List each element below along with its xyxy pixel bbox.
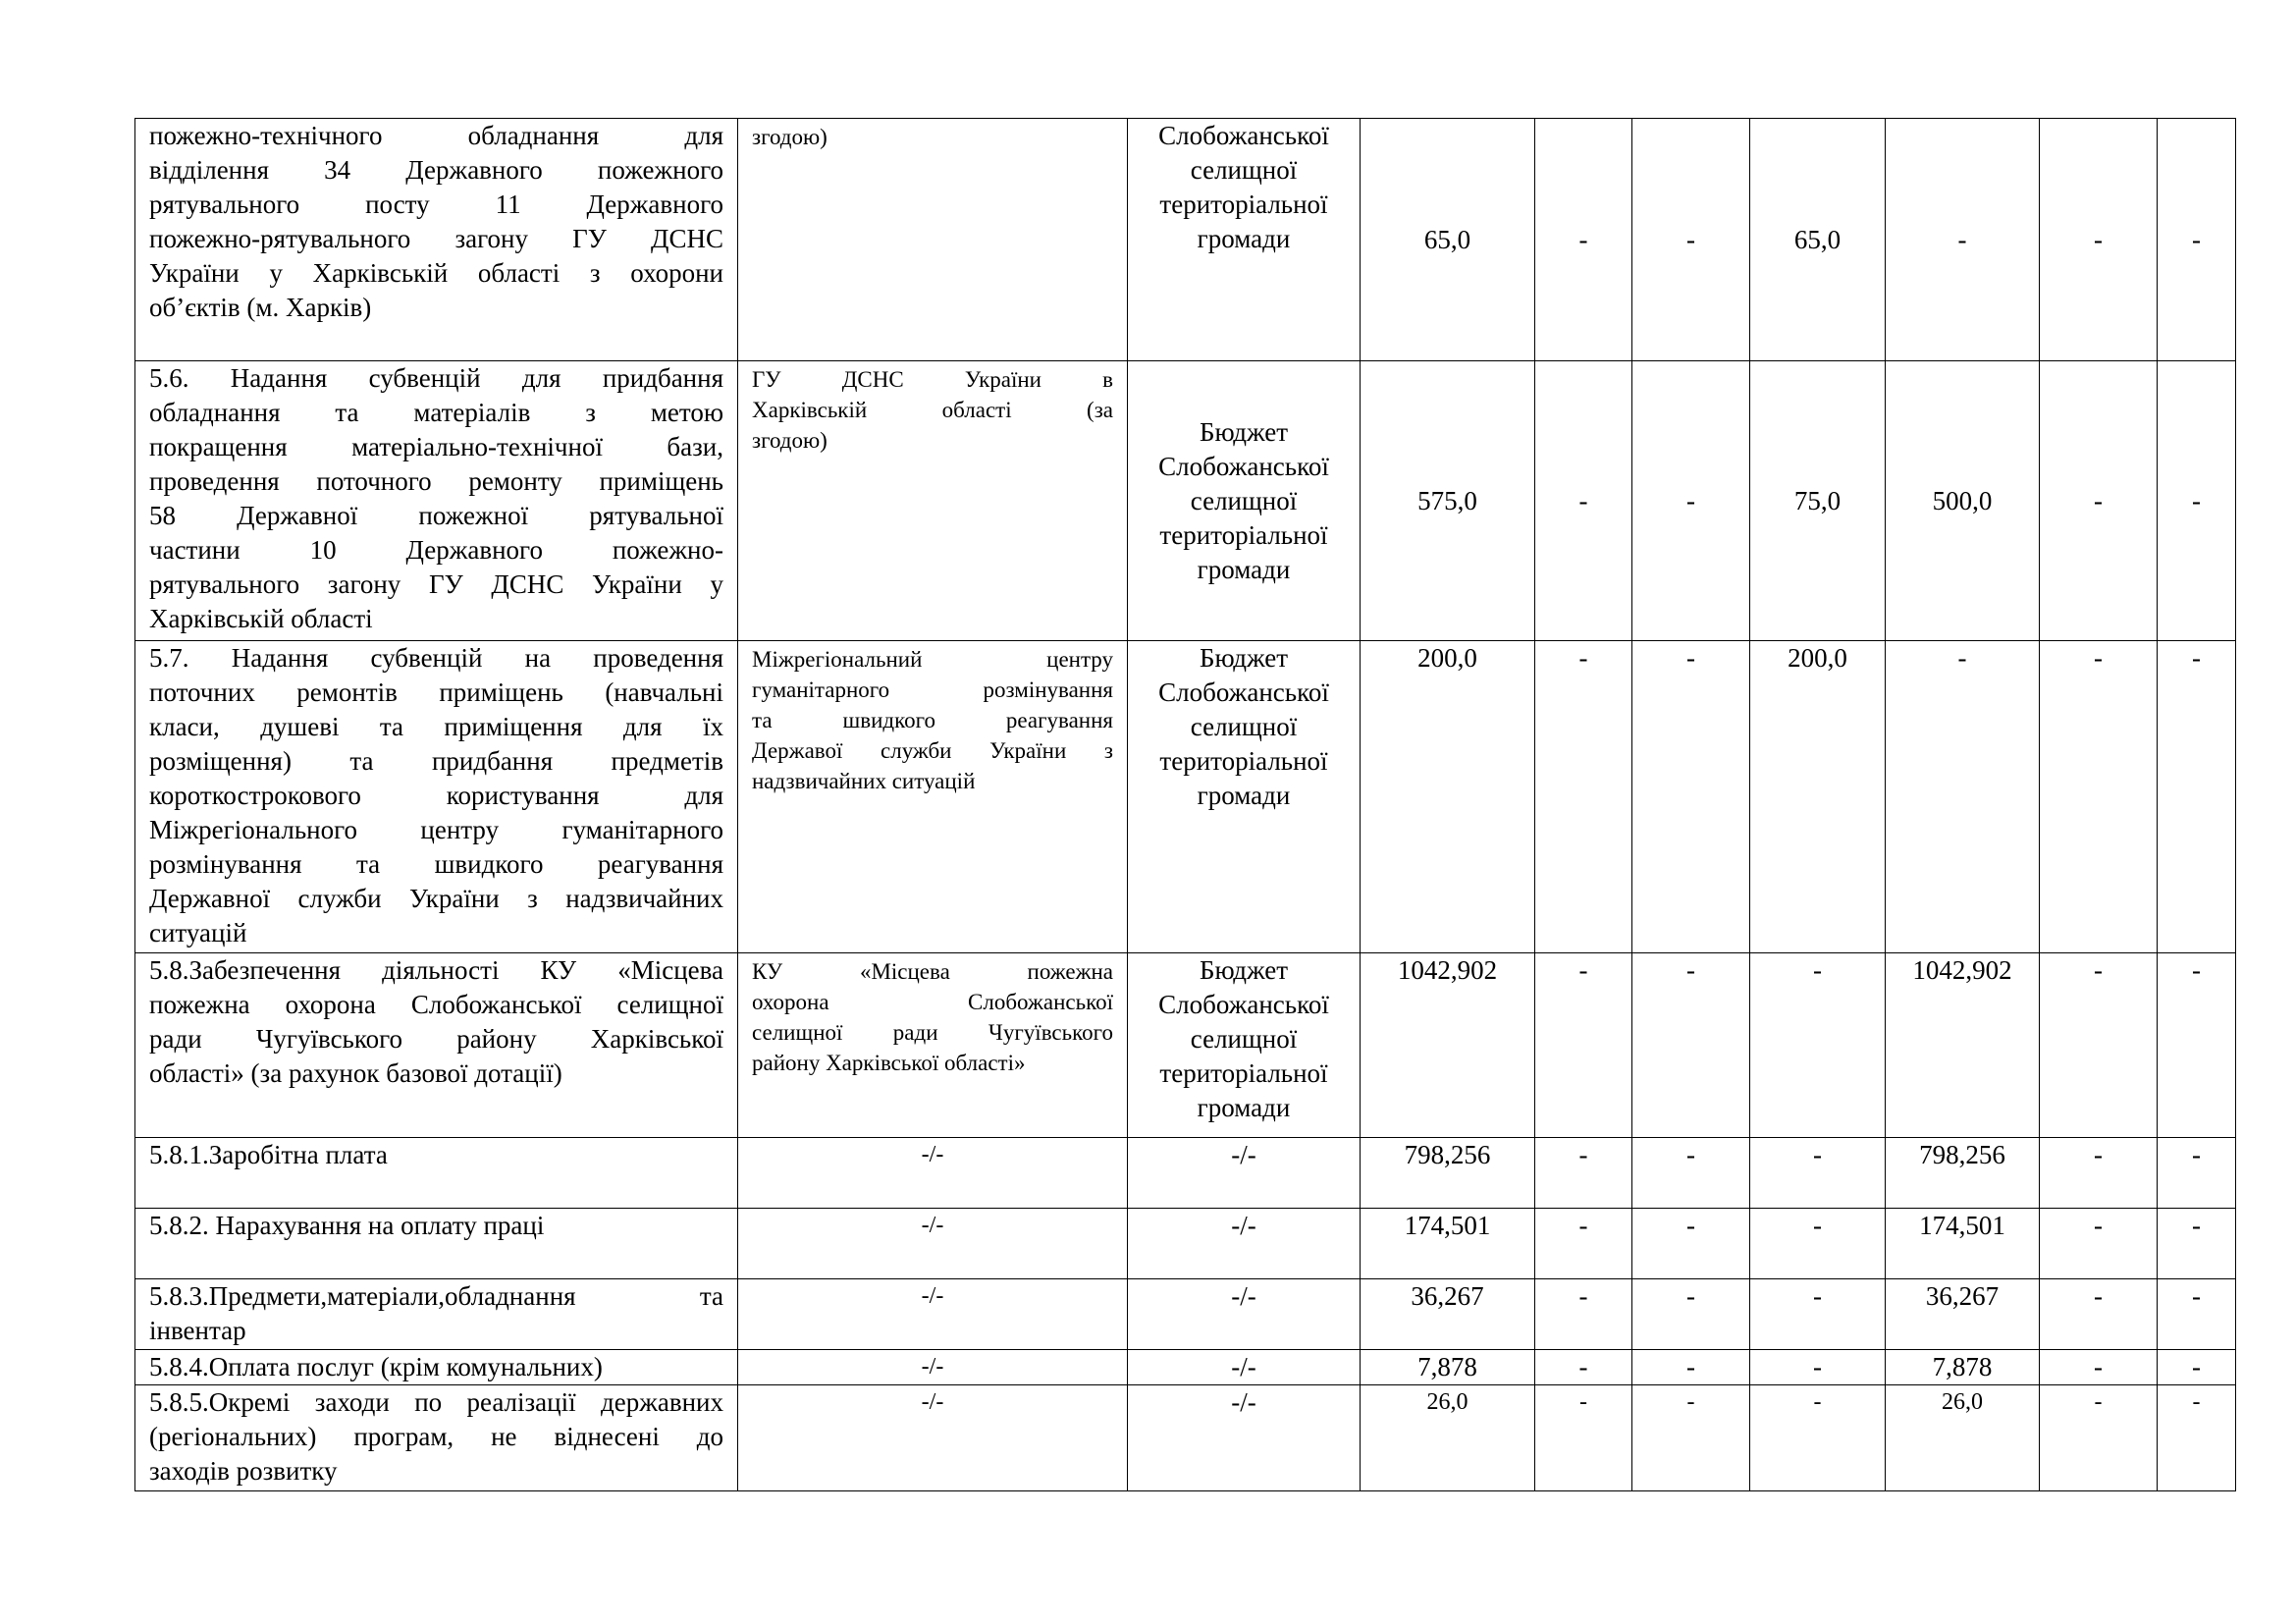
- task_lines-line: 58 Державної пожежної рятувальної: [149, 501, 723, 530]
- task-cell: [135, 1209, 738, 1279]
- table-row: [135, 1209, 2236, 1279]
- executor_lines-line: згодою): [752, 125, 828, 149]
- amount-cell: -: [1632, 119, 1750, 361]
- task_lines-line: 5.8.Забезпечення діяльності КУ «Місцева: [149, 955, 723, 985]
- funding-source-cell: [1128, 119, 1361, 361]
- table-row: [135, 1279, 2236, 1350]
- amount-cell: 65,0: [1361, 119, 1535, 361]
- funding-source-cell: [1128, 953, 1361, 1138]
- task_lines-line: обладнання та матеріалів з метою: [149, 398, 723, 427]
- executor-cell: [738, 119, 1128, 361]
- task_lines-line: 5.6. Надання субвенцій для придбання: [149, 363, 723, 393]
- funding-source-cell: [1128, 1138, 1361, 1209]
- funding-source-line: -/-: [1231, 1352, 1256, 1381]
- task-cell: [135, 1138, 738, 1209]
- task_lines-line: відділення 34 Державного пожежного: [149, 155, 723, 185]
- task_lines-line: 5.8.1.Заробітна плата: [149, 1140, 388, 1169]
- amount-cell: 798,256: [1361, 1138, 1535, 1209]
- funding-source-line: територіальної: [1159, 1058, 1328, 1088]
- amount-cell: -: [1632, 1385, 1750, 1491]
- amount-cell: -: [2158, 641, 2236, 953]
- executor-same-mark: -/-: [921, 1389, 944, 1415]
- amount-cell: -: [1750, 1279, 1886, 1350]
- executor-same-mark: -/-: [921, 1354, 944, 1380]
- funding-source-line: громади: [1197, 1093, 1291, 1122]
- table-row: [135, 1138, 2236, 1209]
- task_lines-line: рятувального загону ГУ ДСНС України у: [149, 569, 723, 599]
- executor_lines-line: ГУ ДСНС України в: [752, 367, 1113, 392]
- table-row: [135, 953, 2236, 1138]
- funding-source-line: -/-: [1231, 1211, 1256, 1240]
- executor_lines-line: надзвичайних ситуацій: [752, 769, 976, 793]
- executor-cell: [738, 1138, 1128, 1209]
- amount-cell: -: [2040, 1209, 2158, 1279]
- amount-cell: 200,0: [1750, 641, 1886, 953]
- funding-source-line: Бюджет: [1199, 643, 1289, 673]
- amount-cell: -: [1535, 1209, 1632, 1279]
- amount-cell: 1042,902: [1886, 953, 2040, 1138]
- amount-cell: 7,878: [1361, 1350, 1535, 1385]
- amount-cell: 36,267: [1886, 1279, 2040, 1350]
- executor_lines-line: та швидкого реагування: [752, 708, 1113, 732]
- amount-cell: -: [2040, 1279, 2158, 1350]
- amount-cell: -: [1535, 641, 1632, 953]
- task_lines-line: заходів розвитку: [149, 1456, 338, 1486]
- executor-cell: [738, 641, 1128, 953]
- task-cell: [135, 1350, 738, 1385]
- amount-cell: -: [2040, 641, 2158, 953]
- funding-source-line: Слобожанської: [1158, 451, 1329, 481]
- amount-cell: 200,0: [1361, 641, 1535, 953]
- amount-cell: 26,0: [1361, 1385, 1535, 1491]
- task_lines-line: 5.8.4.Оплата послуг (крім комунальних): [149, 1352, 603, 1381]
- amount-cell: -: [1632, 1138, 1750, 1209]
- task_lines-line: розмінування та швидкого реагування: [149, 849, 723, 879]
- funding-source-line: громади: [1197, 554, 1291, 584]
- amount-cell: -: [2040, 1385, 2158, 1491]
- task_lines-line: проведення поточного ремонту приміщень: [149, 466, 723, 496]
- task-cell: [135, 641, 738, 953]
- amount-cell: -: [1632, 953, 1750, 1138]
- amount-cell: -: [1535, 119, 1632, 361]
- task_lines-line: короткострокового користування для: [149, 781, 723, 810]
- funding-source-cell: [1128, 641, 1361, 953]
- executor_lines-line: Державої служби України з: [752, 738, 1113, 763]
- amount-cell: -: [2040, 119, 2158, 361]
- task_lines-line: пожежна охорона Слобожанської селищної: [149, 990, 723, 1019]
- funding-source-line: селищної: [1190, 1024, 1298, 1054]
- funding-source-line: територіальної: [1159, 189, 1328, 219]
- amount-cell: -: [2040, 953, 2158, 1138]
- task_lines-line: 5.8.5.Окремі заходи по реалізації державних: [149, 1387, 723, 1417]
- amount-cell: -: [2040, 1350, 2158, 1385]
- amount-cell: -: [1632, 1209, 1750, 1279]
- executor_lines-line: Харківській області (за: [752, 398, 1113, 422]
- executor-cell: [738, 1279, 1128, 1350]
- amount-cell: -: [2158, 1350, 2236, 1385]
- amount-cell: -: [1750, 1209, 1886, 1279]
- amount-cell: -: [1750, 1385, 1886, 1491]
- amount-cell: -: [2158, 361, 2236, 641]
- task_lines-line: частини 10 Державного пожежно-: [149, 535, 723, 565]
- task_lines-line: класи, душеві та приміщення для їх: [149, 712, 723, 741]
- task_lines-line: (регіональних) програм, не віднесені до: [149, 1422, 723, 1451]
- executor-cell: [738, 1350, 1128, 1385]
- amount-cell: -: [1750, 1138, 1886, 1209]
- amount-cell: -: [1535, 1279, 1632, 1350]
- funding-source-line: Слобожанської: [1158, 121, 1329, 150]
- amount-cell: -: [1632, 1350, 1750, 1385]
- amount-cell: -: [1535, 361, 1632, 641]
- task-cell: [135, 953, 738, 1138]
- amount-cell: 65,0: [1750, 119, 1886, 361]
- amount-cell: -: [2040, 361, 2158, 641]
- amount-cell: 7,878: [1886, 1350, 2040, 1385]
- amount-cell: -: [2158, 119, 2236, 361]
- task_lines-line: області» (за рахунок базової дотації): [149, 1058, 562, 1088]
- amount-cell: -: [1886, 641, 2040, 953]
- amount-cell: -: [2158, 1138, 2236, 1209]
- amount-cell: 174,501: [1886, 1209, 2040, 1279]
- funding-source-line: громади: [1197, 224, 1291, 253]
- funding-source-line: Слобожанської: [1158, 990, 1329, 1019]
- table-row: [135, 1385, 2236, 1491]
- task-cell: [135, 1385, 738, 1491]
- amount-cell: 500,0: [1886, 361, 2040, 641]
- amount-cell: 1042,902: [1361, 953, 1535, 1138]
- task_lines-line: покращення матеріально-технічної бази,: [149, 432, 723, 461]
- executor_lines-line: району Харківської області»: [752, 1051, 1026, 1075]
- amount-cell: 798,256: [1886, 1138, 2040, 1209]
- executor-cell: [738, 953, 1128, 1138]
- executor-same-mark: -/-: [921, 1213, 944, 1238]
- task_lines-line: розміщення) та придбання предметів: [149, 746, 723, 776]
- funding-source-line: -/-: [1231, 1387, 1256, 1417]
- table-row: [135, 361, 2236, 641]
- amount-cell: 36,267: [1361, 1279, 1535, 1350]
- executor-cell: [738, 361, 1128, 641]
- funding-source-cell: [1128, 1385, 1361, 1491]
- amount-cell: -: [1632, 641, 1750, 953]
- task-cell: [135, 119, 738, 361]
- executor-same-mark: -/-: [921, 1283, 944, 1309]
- amount-cell: -: [1750, 953, 1886, 1138]
- table-row: [135, 1350, 2236, 1385]
- task_lines-line: поточних ремонтів приміщень (навчальні: [149, 677, 723, 707]
- task_lines-line: 5.8.2. Нарахування на оплату праці: [149, 1211, 545, 1240]
- task_lines-line: ради Чугуївського району Харківської: [149, 1024, 723, 1054]
- task_lines-line: об’єктів (м. Харків): [149, 293, 372, 322]
- task_lines-line: Державної служби України з надзвичайних: [149, 884, 723, 913]
- amount-cell: -: [1535, 1350, 1632, 1385]
- amount-cell: -: [2158, 1385, 2236, 1491]
- task_lines-line: України у Харківській області з охорони: [149, 258, 723, 288]
- amount-cell: -: [2158, 1279, 2236, 1350]
- amount-cell: 75,0: [1750, 361, 1886, 641]
- amount-cell: 174,501: [1361, 1209, 1535, 1279]
- program-measures-table: [134, 118, 2236, 1491]
- task_lines-line: 5.7. Надання субвенцій на проведення: [149, 643, 723, 673]
- amount-cell: -: [1535, 1385, 1632, 1491]
- funding-source-line: селищної: [1190, 712, 1298, 741]
- amount-cell: -: [1632, 1279, 1750, 1350]
- executor_lines-line: гуманітарного розмінування: [752, 677, 1113, 702]
- executor-cell: [738, 1385, 1128, 1491]
- amount-cell: -: [1750, 1350, 1886, 1385]
- amount-cell: 575,0: [1361, 361, 1535, 641]
- task_lines-line: пожежно-рятувального загону ГУ ДСНС: [149, 224, 723, 253]
- task_lines-line: Міжрегіонального центру гуманітарного: [149, 815, 723, 844]
- executor-cell: [738, 1209, 1128, 1279]
- funding-source-cell: [1128, 361, 1361, 641]
- amount-cell: -: [2040, 1138, 2158, 1209]
- funding-source-line: селищної: [1190, 155, 1298, 185]
- funding-source-line: Бюджет: [1199, 416, 1289, 447]
- task_lines-line: пожежно-технічного обладнання для: [149, 121, 723, 150]
- funding-source-cell: [1128, 1279, 1361, 1350]
- funding-source-line: -/-: [1231, 1281, 1256, 1311]
- executor_lines-line: КУ «Місцева пожежна: [752, 959, 1113, 984]
- task_lines-line: Харківській області: [149, 604, 373, 633]
- funding-source-cell: [1128, 1209, 1361, 1279]
- task-cell: [135, 1279, 738, 1350]
- amount-cell: -: [1535, 1138, 1632, 1209]
- executor_lines-line: згодою): [752, 428, 828, 453]
- table-row: [135, 641, 2236, 953]
- amount-cell: -: [1535, 953, 1632, 1138]
- amount-cell: 26,0: [1886, 1385, 2040, 1491]
- funding-source-line: селищної: [1190, 485, 1298, 515]
- amount-cell: -: [1886, 119, 2040, 361]
- table-row: [135, 119, 2236, 361]
- funding-source-line: -/-: [1231, 1140, 1256, 1169]
- amount-cell: -: [2158, 1209, 2236, 1279]
- funding-source-line: територіальної: [1159, 519, 1328, 550]
- executor_lines-line: селищної ради Чугуївського: [752, 1020, 1113, 1045]
- executor-same-mark: -/-: [921, 1142, 944, 1167]
- executor_lines-line: Міжрегіональний центру: [752, 647, 1113, 672]
- task_lines-line: ситуацій: [149, 918, 247, 947]
- amount-cell: -: [2158, 953, 2236, 1138]
- task_lines-line: рятувального посту 11 Державного: [149, 189, 723, 219]
- funding-source-cell: [1128, 1350, 1361, 1385]
- funding-source-line: Бюджет: [1199, 955, 1289, 985]
- executor_lines-line: охорона Слобожанської: [752, 990, 1113, 1014]
- funding-source-line: Слобожанської: [1158, 677, 1329, 707]
- task_lines-line: інвентар: [149, 1316, 246, 1345]
- funding-source-line: територіальної: [1159, 746, 1328, 776]
- task-cell: [135, 361, 738, 641]
- amount-cell: -: [1632, 361, 1750, 641]
- task_lines-line: 5.8.3.Предмети,матеріали,обладнання та: [149, 1281, 723, 1311]
- funding-source-line: громади: [1197, 781, 1291, 810]
